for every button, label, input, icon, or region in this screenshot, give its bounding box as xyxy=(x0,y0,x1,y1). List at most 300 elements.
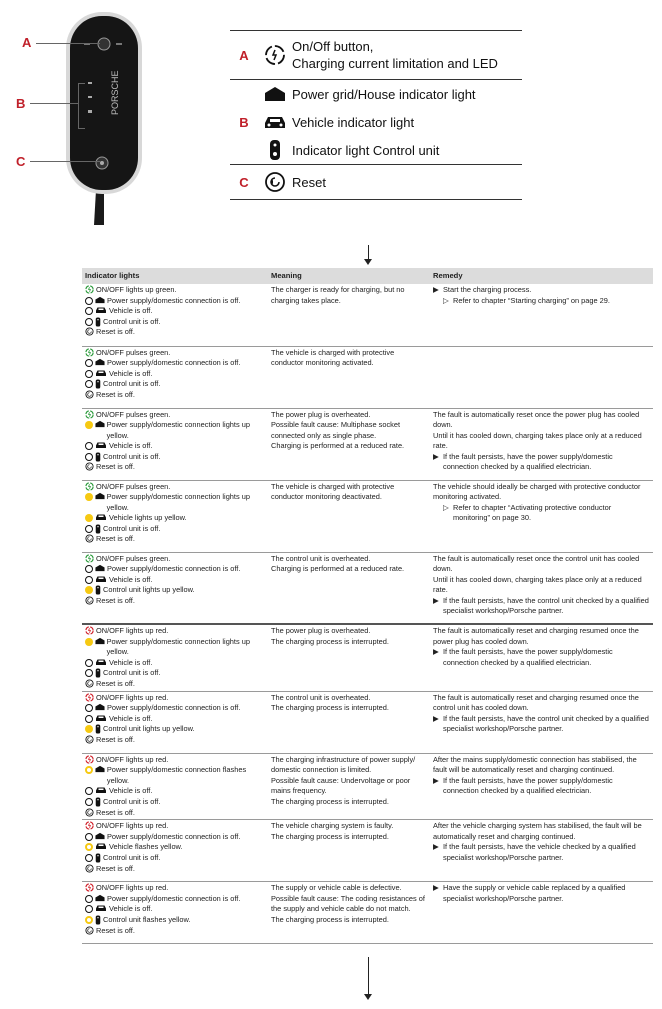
indicator-line xyxy=(85,358,265,369)
meaning-cell xyxy=(268,624,430,691)
status-dot xyxy=(85,905,93,913)
remedy-cell xyxy=(430,882,653,944)
indicator-line xyxy=(85,755,265,766)
indicator-line xyxy=(85,327,265,338)
remedy-cell xyxy=(430,552,653,624)
indicator-line xyxy=(85,348,265,359)
meaning-text: Possible fault cause: The coding resistances of the supply and vehicle cable do not match. xyxy=(271,893,425,914)
legend-text: On/Off button, xyxy=(292,39,374,54)
meaning-cell xyxy=(268,284,430,346)
remedy-text: After the mains supply/domestic connection has stabilised, the fault will be automatically reset and charging continued. xyxy=(433,754,637,775)
legend-text: Indicator light Control unit xyxy=(292,142,440,158)
indicator-cell xyxy=(82,346,268,408)
house-icon xyxy=(95,637,105,645)
reset-icon xyxy=(85,390,94,399)
indicator-text: ON/OFF lights up red. xyxy=(96,626,169,635)
indicator-line xyxy=(85,369,265,380)
indicator-text: Vehicle is off. xyxy=(109,904,153,914)
reference-marker: ▷ xyxy=(443,502,449,512)
indicator-text: ON/OFF pulses green. xyxy=(96,347,171,357)
car-icon xyxy=(95,441,107,449)
reset-icon xyxy=(85,327,94,336)
status-dot xyxy=(85,493,93,501)
indicator-text: Control unit is off. xyxy=(103,523,161,533)
indicator-line xyxy=(85,296,265,307)
remedy-text: Have the supply or vehicle cable replaced by a qualified specialist workshop/Porsche partner. xyxy=(443,883,626,903)
indicator-text: Vehicle is off. xyxy=(109,657,153,667)
meaning-text: The vehicle charging system is faulty. xyxy=(271,821,394,831)
legend-table xyxy=(230,30,522,200)
indicator-line xyxy=(85,735,265,746)
meaning-cell xyxy=(268,882,430,944)
house-icon xyxy=(95,564,105,572)
indicator-line xyxy=(85,575,265,586)
callout-c-line xyxy=(30,161,100,162)
meaning-text: The charger is ready for charging, but no charging takes place. xyxy=(271,285,405,305)
indicator-text: Vehicle is off. xyxy=(109,441,153,451)
table-row xyxy=(82,346,653,408)
control-unit-icon xyxy=(95,379,101,389)
reset-icon xyxy=(85,596,94,605)
indicator-text: Vehicle is off. xyxy=(109,306,153,316)
control-unit-icon xyxy=(95,452,101,462)
onoff-button-icon xyxy=(258,44,292,66)
callout-a-line xyxy=(36,43,100,44)
meaning-cell xyxy=(268,820,430,882)
indicator-line xyxy=(85,317,265,328)
onoff-status-icon xyxy=(85,482,94,491)
remedy-bullet xyxy=(433,842,650,863)
table-row xyxy=(82,408,653,480)
callout-b-line xyxy=(30,103,78,104)
continuation-arrow-top xyxy=(368,245,369,260)
reset-icon xyxy=(258,171,292,193)
indicator-text: Control unit is off. xyxy=(103,852,161,862)
onoff-status-icon xyxy=(85,554,94,563)
meaning-text: The charging process is interrupted. xyxy=(271,636,389,646)
legend-row-onoff xyxy=(230,31,522,79)
indicator-line xyxy=(85,679,265,690)
legend-text: Vehicle indicator light xyxy=(292,114,415,130)
indicator-cell xyxy=(82,624,268,691)
indicator-line xyxy=(85,534,265,545)
status-dot xyxy=(85,380,93,388)
meaning-text: Charging is performed at a reduced rate. xyxy=(271,441,405,451)
remedy-text: The fault is automatically reset and charging resumed once the power plug has cooled down. xyxy=(433,626,639,646)
continuation-arrow-bottom xyxy=(368,957,369,995)
header-indicator-lights: Indicator lights xyxy=(82,268,268,284)
indicator-line xyxy=(85,808,265,819)
remedy-text: Refer to chapter “Starting charging” on page 29. xyxy=(453,295,610,305)
indicator-text: Control unit is off. xyxy=(103,796,161,806)
reset-icon xyxy=(85,534,94,543)
indicator-line xyxy=(85,410,265,421)
remedy-bullet xyxy=(433,452,650,473)
indicator-text: Control unit flashes yellow. xyxy=(103,914,191,924)
indicator-text: Power supply/domestic connection is off. xyxy=(107,831,241,841)
indicator-line xyxy=(85,864,265,875)
indicator-line xyxy=(85,786,265,797)
indicator-line xyxy=(85,554,265,565)
meaning-text: The charging process is interrupted. xyxy=(271,914,389,924)
remedy-text: If the fault persists, have the control unit checked by a qualified specialist workshop/Porsche partner. xyxy=(443,595,649,616)
remedy-cell xyxy=(430,346,653,408)
indicator-cell xyxy=(82,820,268,882)
legend-row-control-unit xyxy=(230,136,522,164)
indicator-text: Reset is off. xyxy=(96,925,135,935)
meaning-text: The control unit is overheated. xyxy=(271,692,371,702)
control-unit-icon xyxy=(95,915,101,925)
indicator-line xyxy=(85,668,265,679)
control-unit-icon xyxy=(95,585,101,595)
indicator-text: Vehicle lights up yellow. xyxy=(109,513,187,523)
remedy-text: Until it has cooled down, charging takes place only at a reduced rate. xyxy=(433,574,642,595)
remedy-cell xyxy=(430,408,653,480)
car-icon xyxy=(95,842,107,850)
indicator-line xyxy=(85,658,265,669)
indicator-text: Reset is off. xyxy=(96,807,135,817)
table-row xyxy=(82,480,653,552)
status-dot xyxy=(85,833,93,841)
car-icon xyxy=(95,904,107,912)
indicator-line xyxy=(85,420,265,441)
remedy-text: The fault is automatically reset once the power plug has cooled down. xyxy=(433,409,640,430)
bullet-marker: ▶ xyxy=(433,775,439,785)
status-dot xyxy=(85,638,93,646)
meaning-text: The control unit is overheated. xyxy=(271,553,371,563)
meaning-text: The supply or vehicle cable is defective. xyxy=(271,883,402,893)
indicator-line xyxy=(85,513,265,524)
meaning-cell xyxy=(268,552,430,624)
indicator-text: Power supply/domestic connection is off. xyxy=(107,564,241,574)
house-icon xyxy=(95,492,105,500)
indicator-line xyxy=(85,637,265,658)
indicator-line xyxy=(85,915,265,926)
control-unit-icon xyxy=(95,724,101,734)
indicator-lights-table xyxy=(82,268,653,944)
status-dot xyxy=(85,297,93,305)
indicator-line xyxy=(85,390,265,401)
legend-row-reset xyxy=(230,164,522,199)
indicator-text: Power supply/domestic connection is off. xyxy=(107,358,241,368)
status-dot xyxy=(85,307,93,315)
indicator-text: Power supply/domestic connection is off. xyxy=(107,893,241,903)
meaning-cell xyxy=(268,346,430,408)
callout-c: C xyxy=(16,154,26,169)
indicator-line xyxy=(85,904,265,915)
control-unit-icon xyxy=(258,139,292,161)
remedy-bullet xyxy=(433,647,650,668)
onoff-status-icon xyxy=(85,348,94,357)
meaning-text: The power plug is overheated. xyxy=(271,626,371,635)
meaning-text: The charging infrastructure of power supply/ domestic connection is limited. xyxy=(271,754,416,775)
header-meaning: Meaning xyxy=(268,268,430,284)
reset-icon xyxy=(85,808,94,817)
onoff-status-icon xyxy=(85,285,94,294)
remedy-text: If the fault persists, have the control unit checked by a qualified specialist workshop/Porsche partner. xyxy=(443,713,649,734)
house-icon xyxy=(95,894,105,902)
legend-text: Power grid/House indicator light xyxy=(292,86,476,102)
meaning-text: Charging is performed at a reduced rate. xyxy=(271,564,405,574)
meaning-text: Possible fault cause: Multiphase socket connected only as single phase. xyxy=(271,420,400,440)
indicator-text: Control unit is off. xyxy=(103,451,161,461)
indicator-line xyxy=(85,693,265,704)
meaning-text: The charging process is interrupted. xyxy=(271,703,389,713)
car-icon xyxy=(95,513,107,521)
indicator-text: Reset is off. xyxy=(96,678,135,688)
indicator-line xyxy=(85,564,265,575)
remedy-cell xyxy=(430,691,653,753)
meaning-text: The power plug is overheated. xyxy=(271,409,371,419)
remedy-bullet xyxy=(433,883,650,904)
control-unit-icon xyxy=(95,524,101,534)
indicator-line xyxy=(85,842,265,853)
status-dot xyxy=(85,453,93,461)
indicator-text: Control unit lights up yellow. xyxy=(103,585,195,595)
car-icon xyxy=(95,714,107,722)
indicator-text: Power supply/domestic connection lights up yellow. xyxy=(106,420,250,440)
status-dot xyxy=(85,854,93,862)
meaning-cell xyxy=(268,480,430,552)
table-row xyxy=(82,820,653,882)
indicator-line xyxy=(85,285,265,296)
remedy-cell xyxy=(430,753,653,820)
remedy-text: If the fault persists, have the power supply/domestic connection checked by a qualified electrician. xyxy=(443,647,613,667)
reset-icon xyxy=(85,462,94,471)
meaning-text: The charging process is interrupted. xyxy=(271,831,389,841)
status-dot xyxy=(85,565,93,573)
onoff-status-icon xyxy=(85,883,94,892)
indicator-text: Reset is off. xyxy=(96,863,135,873)
table-header xyxy=(82,268,653,284)
status-dot xyxy=(85,442,93,450)
table-row xyxy=(82,753,653,820)
reset-icon xyxy=(85,926,94,935)
legend-text: Reset xyxy=(292,174,326,190)
status-dot xyxy=(85,715,93,723)
indicator-line xyxy=(85,596,265,607)
callout-b: B xyxy=(16,96,26,111)
remedy-text: Until it has cooled down, charging takes place only at a reduced rate. xyxy=(433,430,642,451)
indicator-cell xyxy=(82,284,268,346)
control-unit-icon xyxy=(95,317,101,327)
callout-a: A xyxy=(22,35,32,50)
indicator-cell xyxy=(82,753,268,820)
table-row xyxy=(82,624,653,691)
status-dot xyxy=(85,318,93,326)
remedy-text: The fault is automatically reset once the control unit has cooled down. xyxy=(433,553,640,574)
house-icon xyxy=(95,765,105,773)
indicator-text: ON/OFF pulses green. xyxy=(96,553,171,563)
indicator-text: Reset is off. xyxy=(96,462,135,472)
status-dot xyxy=(85,525,93,533)
callout-b-bracket xyxy=(78,83,85,129)
indicator-line xyxy=(85,585,265,596)
remedy-text: If the fault persists, have the vehicle checked by a qualified specialist workshop/Porsche partner. xyxy=(443,842,636,862)
indicator-text: Control unit is off. xyxy=(103,668,161,678)
bullet-marker: ▶ xyxy=(433,842,439,852)
remedy-bullet xyxy=(433,714,650,735)
reset-icon xyxy=(85,735,94,744)
indicator-cell xyxy=(82,408,268,480)
status-dot xyxy=(85,895,93,903)
indicator-text: Vehicle flashes yellow. xyxy=(109,842,183,852)
onoff-status-icon xyxy=(85,626,94,635)
bullet-marker: ▶ xyxy=(433,883,439,893)
meaning-text: Possible fault cause: Undervoltage or poor mains frequency. xyxy=(271,775,411,796)
legend-row-vehicle xyxy=(230,108,522,136)
onoff-status-icon xyxy=(85,755,94,764)
bullet-marker: ▶ xyxy=(433,451,439,461)
remedy-text: If the fault persists, have the power supply/domestic connection checked by a qualified electrician. xyxy=(443,451,613,472)
indicator-line xyxy=(85,492,265,513)
indicator-text: ON/OFF lights up red. xyxy=(96,883,169,893)
table-row xyxy=(82,882,653,944)
table-row xyxy=(82,552,653,624)
status-dot xyxy=(85,514,93,522)
indicator-line xyxy=(85,714,265,725)
indicator-text: ON/OFF pulses green. xyxy=(96,409,171,419)
indicator-line xyxy=(85,703,265,714)
indicator-cell xyxy=(82,691,268,753)
remedy-bullet xyxy=(433,285,650,296)
indicator-line xyxy=(85,926,265,937)
indicator-text: Power supply/domestic connection lights up yellow. xyxy=(106,636,250,657)
status-dot xyxy=(85,725,93,733)
legend-letter: A xyxy=(239,47,249,63)
indicator-text: Reset is off. xyxy=(96,327,135,337)
remedy-cell xyxy=(430,480,653,552)
indicator-line xyxy=(85,379,265,390)
car-icon xyxy=(95,306,107,314)
house-icon xyxy=(95,703,105,711)
legend-text: Charging current limitation and LED xyxy=(292,56,498,71)
indicator-line xyxy=(85,452,265,463)
indicator-cell xyxy=(82,882,268,944)
indicator-text: Vehicle is off. xyxy=(109,574,153,584)
remedy-cell xyxy=(430,624,653,691)
remedy-text: The fault is automatically reset and charging resumed once the control unit has cooled down. xyxy=(433,692,639,713)
status-dot xyxy=(85,359,93,367)
remedy-text: Start the charging process. xyxy=(443,285,532,294)
status-dot xyxy=(85,586,93,594)
remedy-text: If the fault persists, have the power supply/domestic connection checked by a qualified electrician. xyxy=(443,775,613,796)
status-dot xyxy=(85,843,93,851)
remedy-text: Refer to chapter “Activating protective conductor monitoring” on page 30. xyxy=(453,502,612,523)
bullet-marker: ▶ xyxy=(433,285,439,294)
indicator-line xyxy=(85,482,265,493)
status-dot xyxy=(85,669,93,677)
house-icon xyxy=(95,420,105,428)
remedy-text: After the vehicle charging system has stabilised, the fault will be automatically reset and charging continued. xyxy=(433,821,642,841)
continuation-arrowhead-top xyxy=(364,259,372,265)
indicator-line xyxy=(85,832,265,843)
indicator-text: ON/OFF pulses green. xyxy=(96,481,171,491)
indicator-text: Vehicle is off. xyxy=(109,713,153,723)
bullet-marker: ▶ xyxy=(433,595,439,605)
indicator-line xyxy=(85,821,265,832)
indicator-text: Power supply/domestic connection is off. xyxy=(107,295,241,305)
indicator-text: ON/OFF lights up red. xyxy=(96,754,169,764)
status-dot xyxy=(85,787,93,795)
car-icon xyxy=(95,575,107,583)
status-dot xyxy=(85,704,93,712)
onoff-status-icon xyxy=(85,410,94,419)
reset-icon xyxy=(85,864,94,873)
status-dot xyxy=(85,916,93,924)
remedy-bullet xyxy=(433,596,650,617)
meaning-cell xyxy=(268,408,430,480)
meaning-cell xyxy=(268,753,430,820)
meaning-text: The vehicle is charged with protective conductor monitoring deactivated. xyxy=(271,481,395,502)
car-icon xyxy=(95,658,107,666)
bullet-marker: ▶ xyxy=(433,713,439,723)
indicator-text: Vehicle is off. xyxy=(109,786,153,796)
legend-letter: C xyxy=(239,174,249,190)
header-remedy: Remedy xyxy=(430,268,653,284)
remedy-text: The vehicle should ideally be charged with protective conductor monitoring activated. xyxy=(433,481,641,502)
remedy-reference xyxy=(433,296,650,307)
car-icon xyxy=(95,786,107,794)
indicator-line xyxy=(85,306,265,317)
indicator-text: Control unit is off. xyxy=(103,316,161,326)
status-dot xyxy=(85,659,93,667)
indicator-text: ON/OFF lights up red. xyxy=(96,692,169,702)
table-row xyxy=(82,284,653,346)
indicator-line xyxy=(85,626,265,637)
remedy-cell xyxy=(430,820,653,882)
reference-marker: ▷ xyxy=(443,295,449,305)
indicator-line xyxy=(85,462,265,473)
table-row xyxy=(82,691,653,753)
indicator-text: ON/OFF lights up green. xyxy=(96,285,177,294)
meaning-cell xyxy=(268,691,430,753)
indicator-text: Power supply/domestic connection is off. xyxy=(107,703,241,713)
indicator-text: Reset is off. xyxy=(96,595,135,605)
indicator-text: Reset is off. xyxy=(96,534,135,544)
onoff-status-icon xyxy=(85,693,94,702)
remedy-cell xyxy=(430,284,653,346)
meaning-text: The charging process is interrupted. xyxy=(271,796,389,806)
meaning-text: The vehicle is charged with protective conductor monitoring activated. xyxy=(271,347,395,368)
indicator-line xyxy=(85,724,265,735)
indicator-text: Reset is off. xyxy=(96,389,135,399)
indicator-text: ON/OFF lights up red. xyxy=(96,821,169,831)
indicator-line xyxy=(85,524,265,535)
bullet-marker: ▶ xyxy=(433,647,439,657)
indicator-cell xyxy=(82,480,268,552)
brand-lettering: PORSCHE xyxy=(110,70,120,115)
indicator-text: Power supply/domestic connection flashes yellow. xyxy=(106,765,247,785)
indicator-line xyxy=(85,765,265,786)
control-unit-icon xyxy=(95,797,101,807)
status-dot xyxy=(85,576,93,584)
house-icon xyxy=(95,832,105,840)
legend-row-house xyxy=(230,79,522,108)
car-icon xyxy=(258,114,292,130)
indicator-line xyxy=(85,853,265,864)
control-unit-icon xyxy=(95,853,101,863)
reset-icon xyxy=(85,679,94,688)
remedy-bullet xyxy=(433,776,650,797)
car-icon xyxy=(95,369,107,377)
indicator-line xyxy=(85,441,265,452)
house-icon xyxy=(95,296,105,304)
status-dot xyxy=(85,766,93,774)
indicator-text: Reset is off. xyxy=(96,734,135,744)
indicator-cell xyxy=(82,552,268,624)
indicator-line xyxy=(85,894,265,905)
